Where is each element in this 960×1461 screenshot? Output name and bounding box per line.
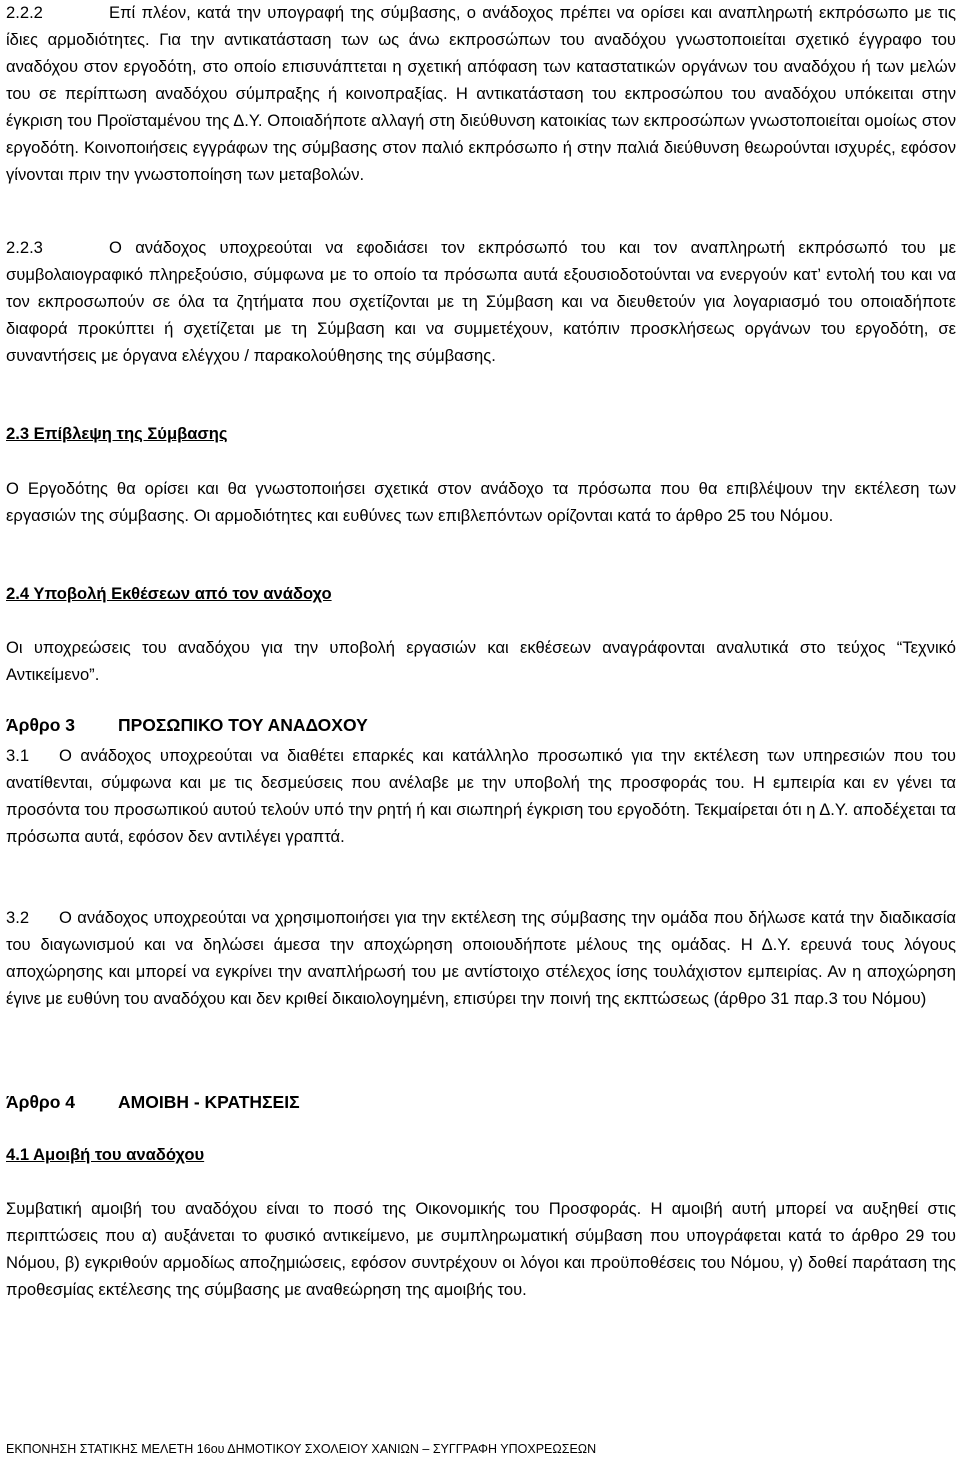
article-title: ΠΡΟΣΩΠΙΚΟ ΤΟΥ ΑΝΑΔΟΧΟΥ bbox=[118, 715, 368, 735]
paragraph-text: Ο ανάδοχος υποχρεούται να διαθέτει επαρκές και κατάλληλο προσωπικό για την εκτέλεση των υπηρεσιών που του ανατίθενται, σύμφωνα και με τις δεσμεύσεις που ανέλαβε με την υποβολή της προσφοράς του. Η εμπειρία και εν γένει τα προσόντα του προσωπικού αυτού τελούν υπό την ρητή ή και σιωπηρή έγκριση του εργοδότη. Τεκμαίρεται ότι η Δ.Υ. αποδέχεται τα πρόσωπα αυτά, εφόσον δεν αντιλέγει γραπτά. bbox=[6, 746, 956, 846]
paragraph-number: 2.2.3 bbox=[6, 238, 43, 257]
paragraph-3-2 bbox=[6, 904, 956, 1012]
article-title: ΑΜΟΙΒΗ - ΚΡΑΤΗΣΕΙΣ bbox=[118, 1092, 300, 1112]
section-heading-2-4: 2.4 Υποβολή Εκθέσεων από τον ανάδοχο bbox=[6, 584, 332, 603]
article-label: Άρθρο 3 bbox=[6, 715, 76, 735]
article-4-heading bbox=[6, 1092, 300, 1113]
article-label: Άρθρο 4 bbox=[6, 1092, 76, 1112]
section-heading-2-3: 2.3 Επίβλεψη της Σύμβασης bbox=[6, 424, 228, 443]
paragraph-text: Επί πλέον, κατά την υπογραφή της σύμβασης, ο ανάδοχος πρέπει να ορίσει και αναπληρωτή εκπρόσωπο με τις ίδιες αρμοδιότητες. Για την αντικατάσταση των ως άνω εκπροσώπων του αναδόχου γνωστοποιείται σχετικό έγγραφο του αναδόχου στον εργοδότη, στο οποίο επισυνάπτεται η σχετική απόφαση των καταστατικών οργάνων του αναδόχου ή των μελών του σε περίπτωση αναδόχου σύμπραξης ή κοινοπραξίας. Η αντικατάσταση του εκπροσώπου του αναδόχου υπόκειται στην έγκριση του Προϊσταμένου της Δ.Υ. Οποιαδήποτε αλλαγή στη διεύθυνση κατοικίας των εκπροσώπων γνωστοποιείται ομοίως στον εργοδότη. Κοινοποιήσεις εγγράφων της σύμβασης στον παλιό εκπρόσωπο ή στην παλιά διεύθυνση θεωρούνται ισχυρές, εφόσον γίνονται πριν την γνωστοποίηση των μεταβολών. bbox=[6, 3, 956, 184]
section-heading-4-1: 4.1 Αμοιβή του αναδόχου bbox=[6, 1145, 205, 1164]
paragraph-number: 3.2 bbox=[6, 908, 30, 927]
paragraph-number: 3.1 bbox=[6, 746, 30, 765]
paragraph-text: Ο ανάδοχος υποχρεούται να εφοδιάσει τον εκπρόσωπό του και τον αναπληρωτή εκπρόσωπό του με συμβολαιογραφικό πληρεξούσιο, σύμφωνα με το οποίο τα πρόσωπα αυτά εξουσιοδοτούνται να ενεργούν κατ’ εντολή του και να τον εκπροσωπούν σε όλα τα ζητήματα που σχετίζονται με τη Σύμβαση και να διευθετούν για λογαριασμό του οποιαδήποτε διαφορά προκύπτει ή σχετίζεται με τη Σύμβαση και να συμμετέχουν, κατόπιν προσκλήσεως οργάνων του εργοδότη, σε συναντήσεις με όργανα ελέγχου / παρακολούθησης της σύμβασης. bbox=[6, 238, 956, 365]
paragraph-number: 2.2.2 bbox=[6, 3, 43, 22]
page-footer: ΕΚΠΟΝΗΣΗ ΣΤΑΤΙΚΗΣ ΜΕΛΕΤΗ 16ου ΔΗΜΟΤΙΚΟΥ ΣΧΟΛΕΙΟΥ ΧΑΝΙΩΝ – ΣΥΓΓΡΑΦΗ ΥΠΟΧΡΕΩΣΕΩΝ bbox=[6, 1442, 597, 1456]
paragraph-text: Ο ανάδοχος υποχρεούται να χρησιμοποιήσει για την εκτέλεση της σύμβασης την ομάδα που δήλωσε κατά την διαδικασία του διαγωνισμού και να δηλώσει άμεσα την αποχώρηση οποιουδήποτε μέλους της ομάδας. Η Δ.Υ. ερευνά τους λόγους αποχώρησης και μπορεί να εγκρίνει την αναπλήρωσή του με αντίστοιχο στέλεχος ίσης τουλάχιστον εμπειρίας. Αν η αποχώρηση έγινε με ευθύνη του αναδόχου και δεν κριθεί δικαιολογημένη, επισύρει την ποινή της εκπτώσεως (άρθρο 31 παρ.3 του Νόμου) bbox=[6, 908, 956, 1008]
paragraph-2-2-2 bbox=[6, 0, 956, 188]
section-4-1-text: Συμβατική αμοιβή του αναδόχου είναι το ποσό της Οικονομικής του Προσφοράς. Η αμοιβή αυτή μπορεί να αυξηθεί στις περιπτώσεις που α) αυξάνεται το φυσικό αντικείμενο, με συμπληρωματική σύμβαση που υπογράφεται κατά το άρθρο 29 του Νόμου, β) εγκριθούν αρμοδίως αποζημιώσεις, εφόσον συντρέχουν οι λόγοι και προϋποθέσεις του Νόμου, γ) δοθεί παράταση της προθεσμίας εκτέλεσης της σύμβασης με αναθεώρηση της αμοιβής του. bbox=[6, 1199, 956, 1299]
section-2-4-text: Οι υποχρεώσεις του αναδόχου για την υποβολή εργασιών και εκθέσεων αναγράφονται αναλυτικά στο τεύχος “Τεχνικό Αντικείμενο”. bbox=[6, 638, 956, 684]
article-3-heading bbox=[6, 715, 368, 736]
section-2-3-text: Ο Εργοδότης θα ορίσει και θα γνωστοποιήσει σχετικά στον ανάδοχο τα πρόσωπα που θα επιβλέψουν την εκτέλεση των εργασιών της σύμβασης. Οι αρμοδιότητες και ευθύνες των επιβλεπόντων ορίζονται κατά το άρθρο 25 του Νόμου. bbox=[6, 479, 956, 525]
paragraph-2-2-3 bbox=[6, 234, 956, 369]
paragraph-3-1 bbox=[6, 742, 956, 850]
